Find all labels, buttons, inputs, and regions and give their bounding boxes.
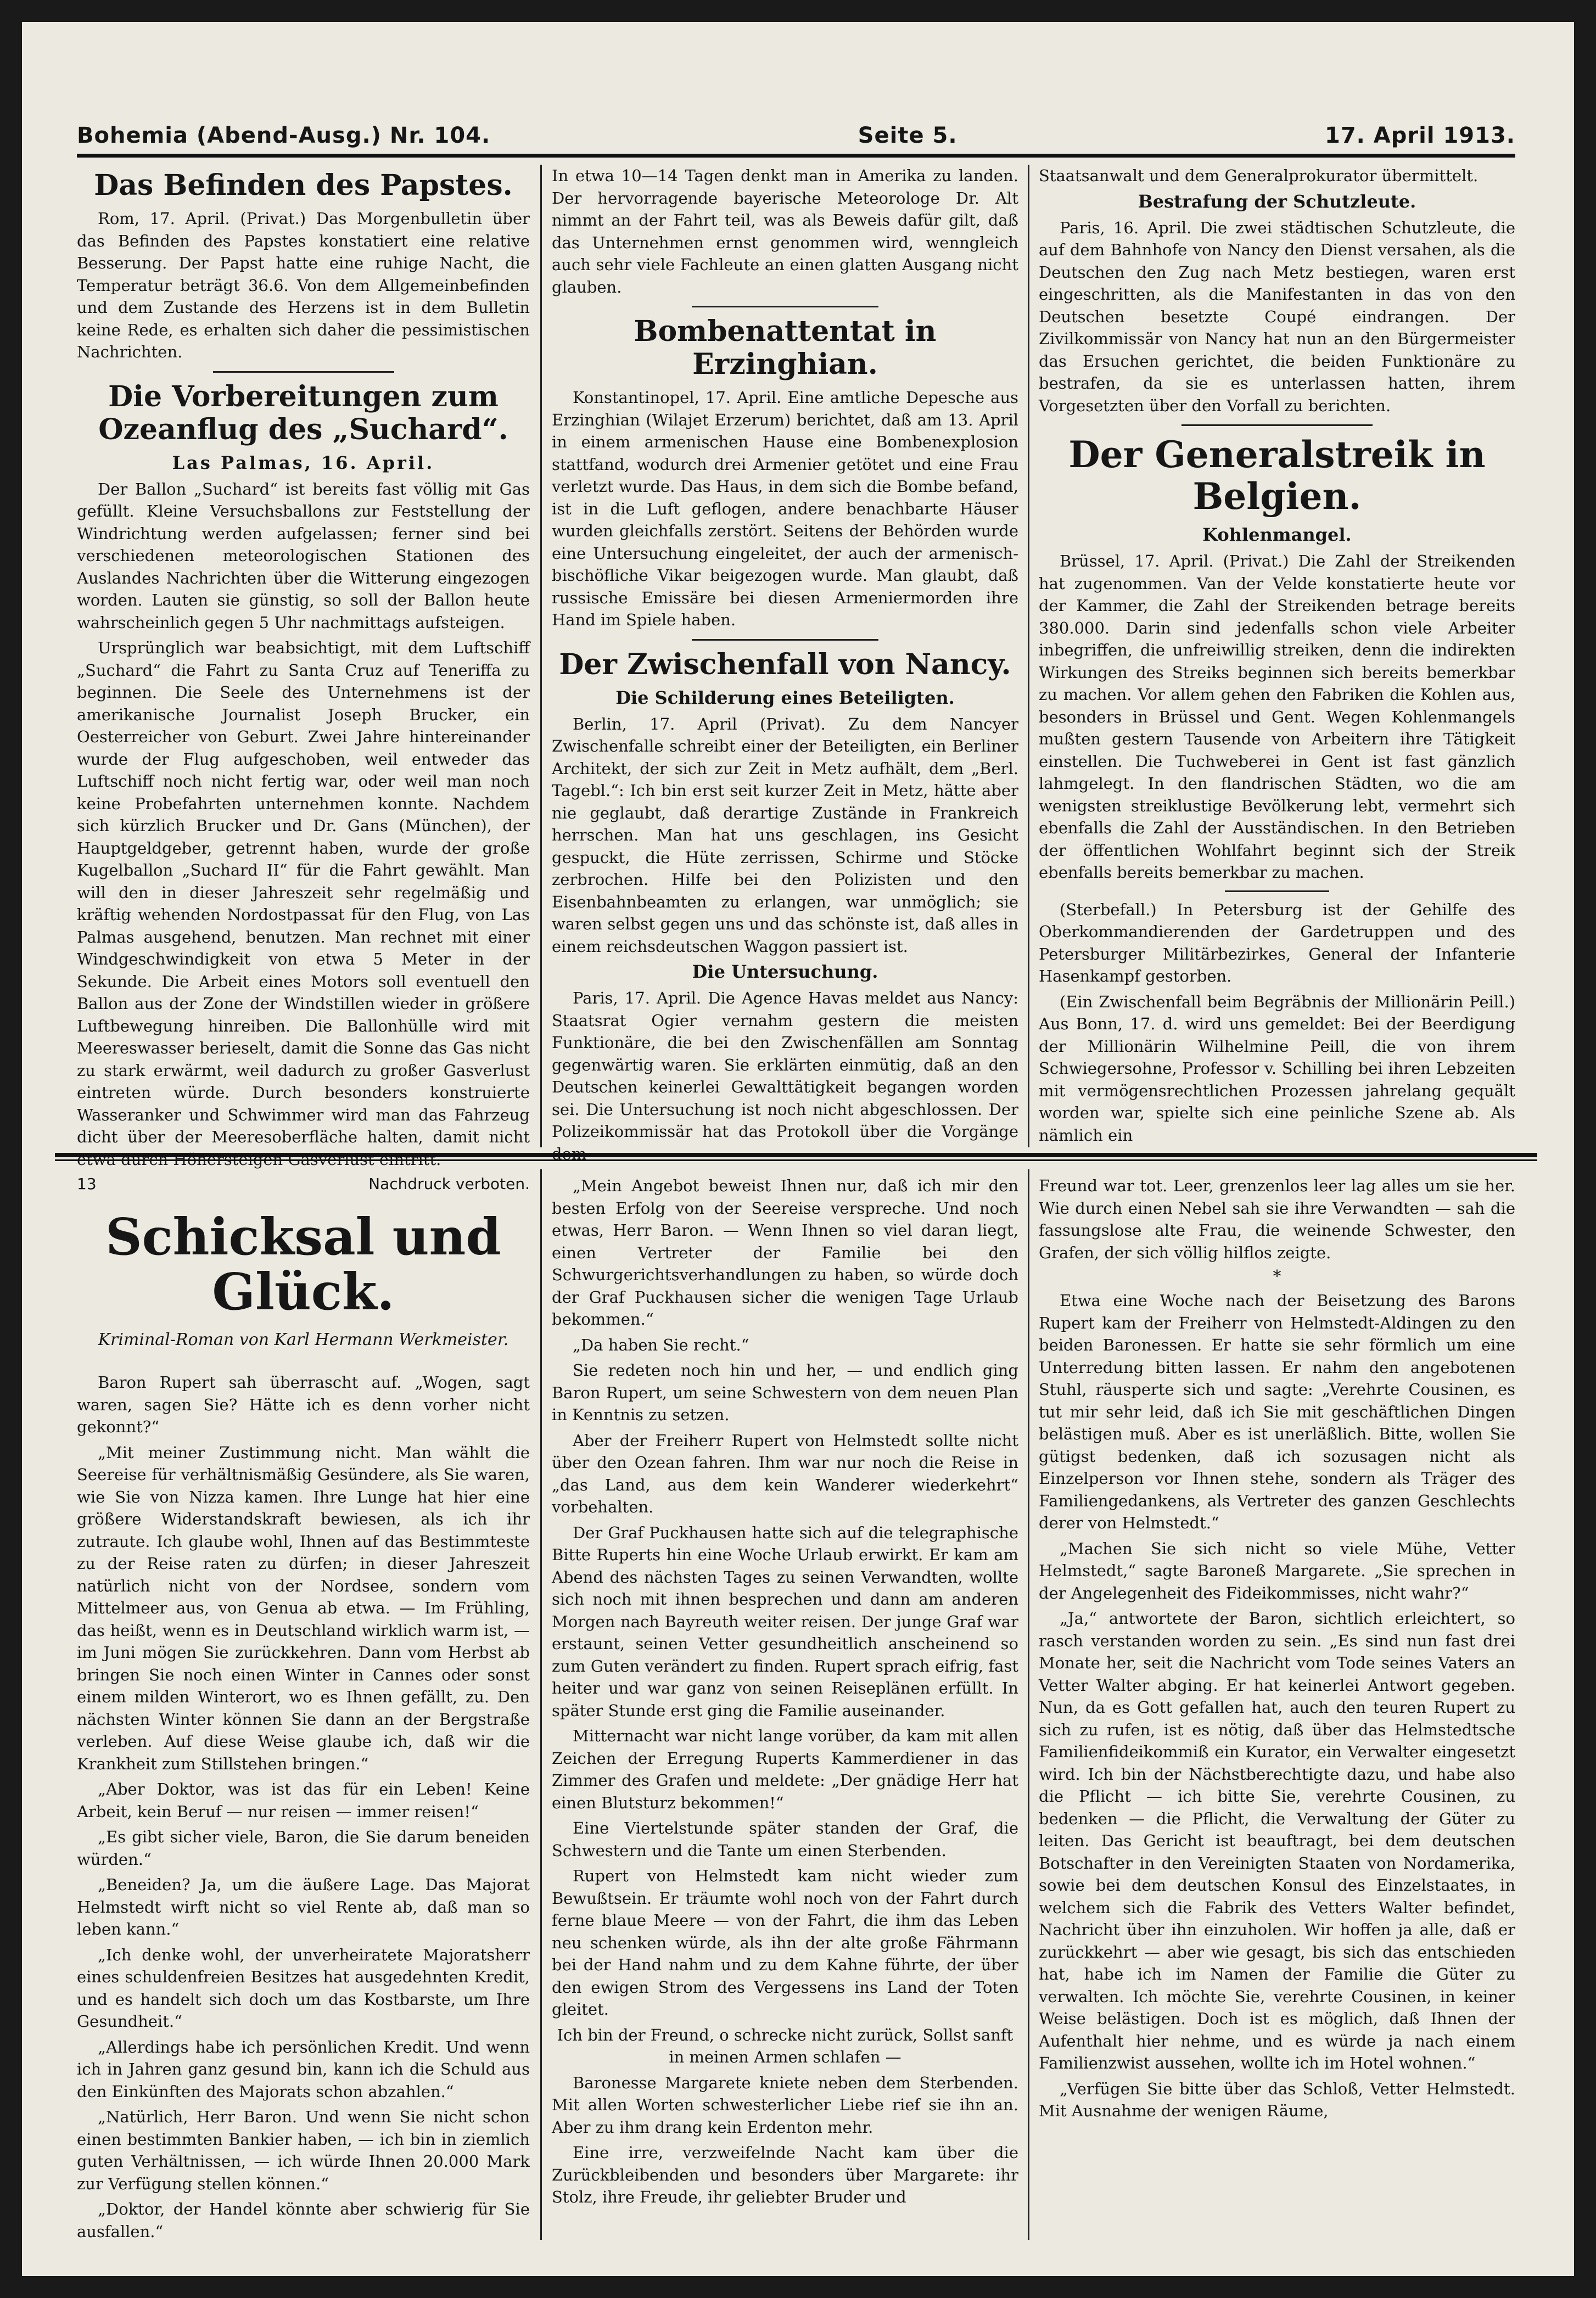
novel-paragraph: „Ja,“ antwortete der Baron, sichtlich erleichtert, so rasch verstanden worden zu sein. „Es sind nun fast drei Monate her, seit die Nachricht vom Tode seines Vaters an Vetter Walter abging. Er hat keinerlei Antwort gegeben. Nun, da es Gott gefallen hat, auch den teuren Rupert zu sich zu rufen, ist es nötig, daß über das Helmstedtsche Familienfideikommiß ein Kurator, ein Verwalter eingesetzt wird. Ich bin der Nächstberechtigte dazu, und habe also die Pflicht — ich bitte Sie, verehrte Cousinen, zu bedenken — die Pflicht, die Verwaltung der Güter zu leiten. Das Gericht ist beauftragt, bei dem deutschen Botschafter in den Vereinigten Staaten von Nordamerika, sowie bei dem deutschen Konsul des Einzelstaates, in welchem sich die Fabrik des Vetters Walter befindet, Nachricht über ihn einzuholen. Wir hoffen ja alle, daß er zurückkehrt — aber wie gesagt, bis sich das entschieden hat, habe ich im Namen der Familie die Güter zu verwalten. Ich möchte Sie, verehrte Cousinen, in keiner Weise belästigen. Doch ist es möglich, daß Ihnen der Aufenthalt hier nehme, und es würde ja nach einem Familienzwist aussehen, wollte ich im Hotel wohnen.“ [1039,1609,1515,2072]
article-police-punishment: Paris, 16. April. Die zwei städtischen Schutzleute, die auf dem Bahnhofe von Nancy den Dienst versahen, als die Deutschen den Zug nach Metz bestiegen, waren erst eingeschritten, als die Manifestanten in das von den Deutschen besetzte Coupé eindrangen. Der Zivilkommissär von Nancy hat nun an den Bürgermeister das Ersuchen gerichtet, die beiden Funktionäre zu bestrafen, da sie es unterlassen hatten, ihrem Vorgesetzten über den Vorfall zu berichten. [1039,218,1515,415]
subhead-witness-account: Die Schilderung eines Beteiligten. [615,687,955,708]
masthead-issue: Bohemia (Abend-Ausg.) Nr. 104. [77,123,491,148]
article-ocean-flight-p2: Ursprünglich war beabsichtigt, mit dem Luftschiff „Suchard“ die Fahrt zu Santa Cruz auf Teneriffa zu beginnen. Die Seele des Unternehmens ist der amerikanische Journalist Joseph Brucker, ein Oesterreicher von Geburt. Zwei Jahre hintereinander wurde der Flug aufgeschoben, weil entweder das Luftschiff noch nicht fertig war, oder weil man noch keine Probefahrten unternehmen konnte. Nachdem sich kürzlich Brucker und Dr. Gans (München), der Hauptgeldgeber, getrennt haben, wurde der große Kugelballon „Suchard II“ für die Fahrt gewählt. Man will den in dieser Jahreszeit sehr regelmäßig und kräftig wehenden Nordostpassat für den Flug, von Las Palmas ausgehend, benutzen. Man rechnet mit einer Windgeschwindigkeit von etwa 5 Meter in der Sekunde. Die Arbeit eines Motors soll eventuell den Ballon aus der Zone der Windstillen wieder in größere Luftbewegung hinreiben. Die Ballonhülle wird mit Meereswasser berieselt, damit die Sonne das Gas nicht zu stark erwärmt, weil dadurch zu großer Gasverlust eintreten würde. Durch besonders konstruierte Wasseranker und Schwimmer wird man das Fahrzeug dicht über der Meeresoberfläche halten, damit nicht [77,638,530,1146]
novel-column-rule-1 [540,1169,542,2240]
novel-paragraph: Rupert von Helmstedt kam nicht wieder zum Bewußtsein. Er träumte wohl noch von der Fahrt durch ferne blaue Meere — von der Fahrt, die ihm das Leben neu schenken würde, als ihn der alte große Fährmann bei der Hand nahm und zu dem Kahne führte, der über den ewigen Strom des Vergessens ins Land der Toten gleitet. [552,1867,1018,2019]
subhead-coal-shortage: Kohlenmangel. [1202,524,1352,545]
novel-paragraph: Der Graf Puckhausen hatte sich auf die telegraphische Bitte Ruperts hin eine Woche Urlaub erwirkt. Er kam am Abend des nächsten Tages zu seinen Verwandten, wollte sich noch mit ihnen besprechen und dann am anderen Morgen nach Bayreuth weiter reisen. Der junge Graf war erstaunt, seinen Vetter gesundheitlich anscheinend so zum Guten verändert zu finden. Rupert sprach eifrig, fast heiter und war ganz von seinen Reiseplänen erfüllt. In später Stunde erst ging die Familie auseinander. [552,1523,1018,1720]
article-nancy-investigation: Paris, 17. April. Die Agence Havas meldet aus Nancy: Staatsrat Ogier vernahm gestern die meisten Funktionäre, die bei den Zwischenfällen am Sonntag gegenwärtig waren. Sie erklärten einmütig, daß an den Deutschen keinerlei Gewalttätigkeit begangen worden sei. Die Untersuchung ist noch nicht abgeschlossen. Der Polizeikommissär hat das Protokoll über die Vorgänge [552,989,1018,1141]
novel-paragraph: Aber der Freiherr Rupert von Helmstedt sollte nicht über den Ozean fahren. Ihm war nur noch die Reise in „das Land, aus dem kein Wanderer wiederkehrt“ vorbehalten. [552,1431,1018,1516]
novel-paragraph: „Es gibt sicher viele, Baron, die Sie darum beneiden würden.“ [77,1828,530,1869]
novel-paragraph: „Mein Angebot beweist Ihnen nur, daß ich mir den besten Erfolg von der Seereise verspreche. Und noch etwas, Herr Baron. — Wenn Ihnen so viel daran liegt, einen Vertreter der Familie bei den Schwurgerichtsverhandlungen zu haben, so würde doch der Graf Puckhausen sicher die wenigen Tage Urlaub bekommen.“ [552,1176,1018,1329]
novel-paragraph: „Verfügen Sie bitte über das Schloß, Vetter Helmstedt. Mit Ausnahme der wenigen Räume, [1039,2079,1515,2120]
article-ocean-flight-cont: In etwa 10—14 Tagen denkt man in Amerika zu landen. Der hervorragende bayerische Meteorologe Dr. Alt nimmt an der Fahrt teil, was als Beweis dafür gilt, daß das Unternehmen ernst genommen wird, wenngleich auch sehr viele Fachleute an einen glatten Ausgang nicht glauben. [552,166,1018,296]
article-nancy-cont: Staatsanwalt und dem Generalprokurator übermittelt. [1039,166,1479,185]
novel-column-3 [1039,1175,1515,2240]
masthead [77,104,1515,148]
novel-header [77,1175,530,1193]
newspaper-page [22,22,1574,2276]
column-rule-1 [540,165,542,1147]
headline-ocean-flight: Die Vorbereitungen zum Ozeanflug des „Suchard“. [98,379,508,446]
novel-paragraph: Baron Rupert sah überrascht auf. „Wogen, sagt waren, sagen Sie? Hätte ich es denn vorher nicht gekonnt?“ [77,1373,530,1436]
section-break-asterisk: * [1273,1267,1281,1286]
novel-byline: Kriminal-Roman von Karl Hermann Werkmeister. [98,1330,509,1349]
article-separator [692,306,878,307]
article-funeral-incident: (Ein Zwischenfall beim Begräbnis der Millionärin Peill.) Aus Bonn, 17. d. wird uns gemeldet: Bei der Beerdigung der Millionärin Wilhelmine Peill, die von ihrem Schwiegersohne, Professor v. Schilling bei ihren Lebzeiten mit vermögensrechtlichen Prozessen jahrelang gequält worden war, spielte sich eine peinliche Szene ab. Als nämlich ein [1039,992,1515,1145]
article-pope-health: Rom, 17. April. (Privat.) Das Morgenbulletin über das Befinden des Papstes konstatiert eine relative Besserung. Der Papst hatte eine ruhige Nacht, die Temperatur beträgt 36.6. Von dem Allgemeinbefinden und dem Zustande des Herzens ist in dem Bulletin keine Rede, es erhalten sich daher die pessimistischen Nachrichten. [77,209,530,361]
article-nancy-witness: Berlin, 17. April (Privat). Zu dem Nancyer Zwischenfalle schreibt einer der Beteiligten, ein Berliner Architekt, der sich zur Zeit in Metz aufhält, dem „Berl. Tagebl.“: Ich bin erst seit kurzer Zeit in Metz, hätte aber nie geglaubt, daß derartige Zustände in Frankreich herrschen. Man hat uns geschlagen, ins Gesicht gespuckt, die Hüte zerrissen, Schirme und Stöcke zerbrochen. Hilfe bei den Polizisten und den Eisenbahnbeamten zu erlangen, war unmöglich; sie waren selbst gegen uns und das schönste ist, daß alles in einem reichsdeutschen Waggon passiert ist. [552,714,1018,956]
novel-column-2 [552,1175,1018,2240]
novel-title: Schicksal und Glück. [105,1207,501,1321]
novel-paragraph: Eine irre, verzweifelnde Nacht kam über die Zurückbleibenden und besonders über Margarete: ihr Stolz, ihre Freude, ihr geliebter Bruder und [552,2143,1018,2206]
subhead-investigation: Die Untersuchung. [692,961,878,982]
novel-paragraph: Mitternacht war nicht lange vorüber, da kam mit allen Zeichen der Erregung Ruperts Kammerdiener in das Zimmer des Grafen und meldete: „Der gnädige Herr hat einen Blutsturz bekommen!“ [552,1727,1018,1812]
novel-paragraph: „Da haben Sie recht.“ [573,1335,749,1354]
article-bomb-attack: Konstantinopel, 17. April. Eine amtliche Depesche aus Erzinghian (Wilajet Erzerum) berichtet, daß am 13. April in einem armenischen Hause eine Bombenexplosion stattfand, wodurch drei Armenier getötet und eine Frau verletzt wurde. Das Haus, in dem sich die Bombe befand, ist in die Luft geflogen, andere benachbarte Häuser wurden gleichfalls zerstört. Seitens der Behörden wurde eine Untersuchung eingeleitet, der auch der armenisch-bischöfliche Vikar beigezogen wurde. Man glaubt, daß russische Emissäre bei diesen Armeniermorden ihre Hand im Spiele haben. [552,388,1018,629]
reprint-notice: Nachdruck verboten. [368,1175,530,1193]
novel-paragraph: „Ich denke wohl, der unverheiratete Majoratsherr eines schuldenfreien Besitzes hat ausgedehnten Kredit, und es handelt sich doch um das Kostbarste, um Ihre Gesundheit.“ [77,1945,530,2031]
headline-nancy-incident: Der Zwischenfall von Nancy. [559,647,1011,681]
dateline-las-palmas: Las Palmas, 16. April. [172,452,435,473]
news-column-3 [1039,165,1515,1147]
article-ocean-flight-p1: Der Ballon „Suchard“ ist bereits fast völlig mit Gas gefüllt. Kleine Versuchsballons zur Feststellung der Windrichtung werden aufgelassen; ferner sind bei verschiedenen meteorologischen Stationen des Auslandes Nachrichten über die Witterung eingezogen worden. Lauten sie günstig, so soll der Ballon heute wahrscheinlich gegen 5 Uhr nachmittags aufsteigen. [77,479,530,632]
headline-pope-health: Das Befinden des Papstes. [94,169,513,202]
novel-paragraph: „Aber Doktor, was ist das für ein Leben! Keine Arbeit, kein Beruf — nur reisen — immer reisen!“ [77,1780,530,1821]
feuilleton-rule-thin [55,1159,1537,1161]
article-separator [1181,424,1372,426]
novel-paragraph: „Natürlich, Herr Baron. Und wenn Sie nicht schon einen bestimmten Bankier haben, — ich bin in ziemlich guten Verhältnissen, — ich würde Ihnen 20.000 Mark zur Verfügung stellen können.“ [77,2108,530,2193]
novel-paragraph: „Mit meiner Zustimmung nicht. Man wählt die Seereise für verhältnismäßig Gesündere, als Sie waren, wie Sie von Nizza kamen. Ihre Lunge hat hier eine größere Widerstandskraft bewiesen, als ich ihr zutraute. Ich glaube wohl, Ihnen auf das Bestimmteste zu der Reise raten zu dürfen; in dieser Jahreszeit natürlich nicht von der Nordsee, sondern vom Mittelmeer aus, von Genua ab etwa. — Im Frühling, das heißt, wenn es in Deutschland wirklich warm ist, — im Juni mögen Sie zurückkehren. Dann vom Herbst ab bringen Sie noch einen Winter in Cannes oder sonst einem milden Winterort, wo es Ihnen gefällt, zu. Den nächsten Winter können Sie dann an der Bergstraße verleben. Auf diese Weise glaube ich, daß wir die Krankheit zum Stillstehen bringen.“ [77,1443,530,1773]
novel-paragraph: Eine Viertelstunde später standen der Graf, die Schwestern und die Tante um einen Sterbenden. [552,1819,1018,1860]
article-separator [1225,890,1330,892]
headline-bomb-attack: Bombenattentat in Erzinghian. [634,315,937,381]
masthead-rule [77,154,1515,158]
article-separator [213,371,394,373]
novel-column-1 [77,1175,530,2240]
installment-number: 13 [77,1175,97,1193]
novel-paragraph: Baronesse Margarete kniete neben dem Sterbenden. Mit allen Worten schwesterlicher Liebe rief sie ihn an. Aber zu ihm drang kein Erdenton mehr. [552,2073,1018,2137]
news-column-2 [552,165,1018,1147]
novel-paragraph: Etwa eine Woche nach der Beisetzung des Barons Rupert kam der Freiherr von Helmstedt-Aldingen zu den beiden Baronessen. Er hatte sie sehr förmlich um eine Unterredung bitten lassen. Er nahm den angebotenen Stuhl, räusperte sich und sagte: „Verehrte Cousinen, es tut mir sehr leid, daß ich Sie mit geschäftlichen Dingen belästigen muß. Aber es ist unerläßlich. Bitte, wollen Sie gütigst bedenken, daß ich sozusagen nicht als Einzelperson vor Ihnen stehe, sondern als Träger des Familiengedankens, als Vertreter des ganzen Geschlechts derer von Helmstedt.“ [1039,1291,1515,1532]
novel-column-rule-2 [1028,1169,1029,2240]
article-death-notice: (Sterbefall.) In Petersburg ist der Gehilfe des Oberkommandierenden der Gardetruppen und des Petersburger Militärbezirkes, General der Infanterie Hasenkampf gestorben. [1039,900,1515,985]
novel-paragraph: „Machen Sie sich nicht so viele Mühe, Vetter Helmstedt,“ sagte Baroneß Margarete. „Sie sprechen in der Angelegenheit des Fideikommisses, nicht wahr?“ [1039,1539,1515,1602]
novel-paragraph: „Beneiden? Ja, um die äußere Lage. Das Majorat Helmstedt wirft nicht so viel Rente ab, daß man so leben kann.“ [77,1875,530,1938]
novel-paragraph: Freund war tot. Leer, grenzenlos leer lag alles um sie her. Wie durch einen Nebel sah sie ihre Verwandten — sah die fassungslose alte Frau, die weinende Schwester, den Grafen, der sich völlig hilflos zeigte. [1039,1176,1515,1262]
news-column-1 [77,165,530,1147]
article-separator [692,639,878,641]
masthead-page-number: Seite 5. [858,123,957,148]
headline-belgian-strike: Der Generalstreik in Belgien. [1068,433,1486,518]
novel-paragraph: „Allerdings habe ich persönlichen Kredit. Und wenn ich in Jahren ganz gesund bin, kann ich die Schuld aus den Einkünften des Majorats schon abzahlen.“ [77,2037,530,2101]
feuilleton-rule [55,1153,1537,1157]
column-rule-2 [1028,165,1029,1147]
novel-paragraph: Sie redeten noch hin und her, — und endlich ging Baron Rupert, um seine Schwestern von dem neuen Plan in Kenntnis zu setzen. [552,1361,1018,1424]
article-belgian-strike: Brüssel, 17. April. (Privat.) Die Zahl der Streikenden hat zugenommen. Van der Velde konstatierte heute vor der Kammer, die Zahl der Streikenden betrage bereits 380.000. Darin sind jedenfalls schon viele Arbeiter inbegriffen, die unfreiwillig streiken, denn die indirekten Wirkungen des Streiks beginnen sich bereits bemerkbar zu machen. Vor allem gehen den Fabriken die Kohlen aus, besonders in Brüssel und Gent. Wegen Kohlenmangels mußten gestern Tausende von Arbeitern ihre Tätigkeit einstellen. Die Tuchweberei in Gent ist fast gänzlich lahmgelegt. In den flandrischen Städten, wo die am wenigsten streiklustige Bevölkerung lebt, vermehrt sich ebenfalls die Zahl der Ausständischen. In den Betrieben der öffentlichen Wohlfahrt beginnt sich der Streik ebenfalls bereits bemerkbar zu machen. [1039,552,1515,882]
subhead-police-punishment: Bestrafung der Schutzleute. [1138,190,1416,212]
masthead-date: 17. April 1913. [1325,123,1515,148]
novel-paragraph: „Doktor, der Handel könnte aber schwierig für Sie ausfallen.“ [77,2200,530,2241]
novel-verse: Ich bin der Freund, o schrecke nicht zurück, Sollst sanft in meinen Armen schlafen — [557,2025,1013,2066]
